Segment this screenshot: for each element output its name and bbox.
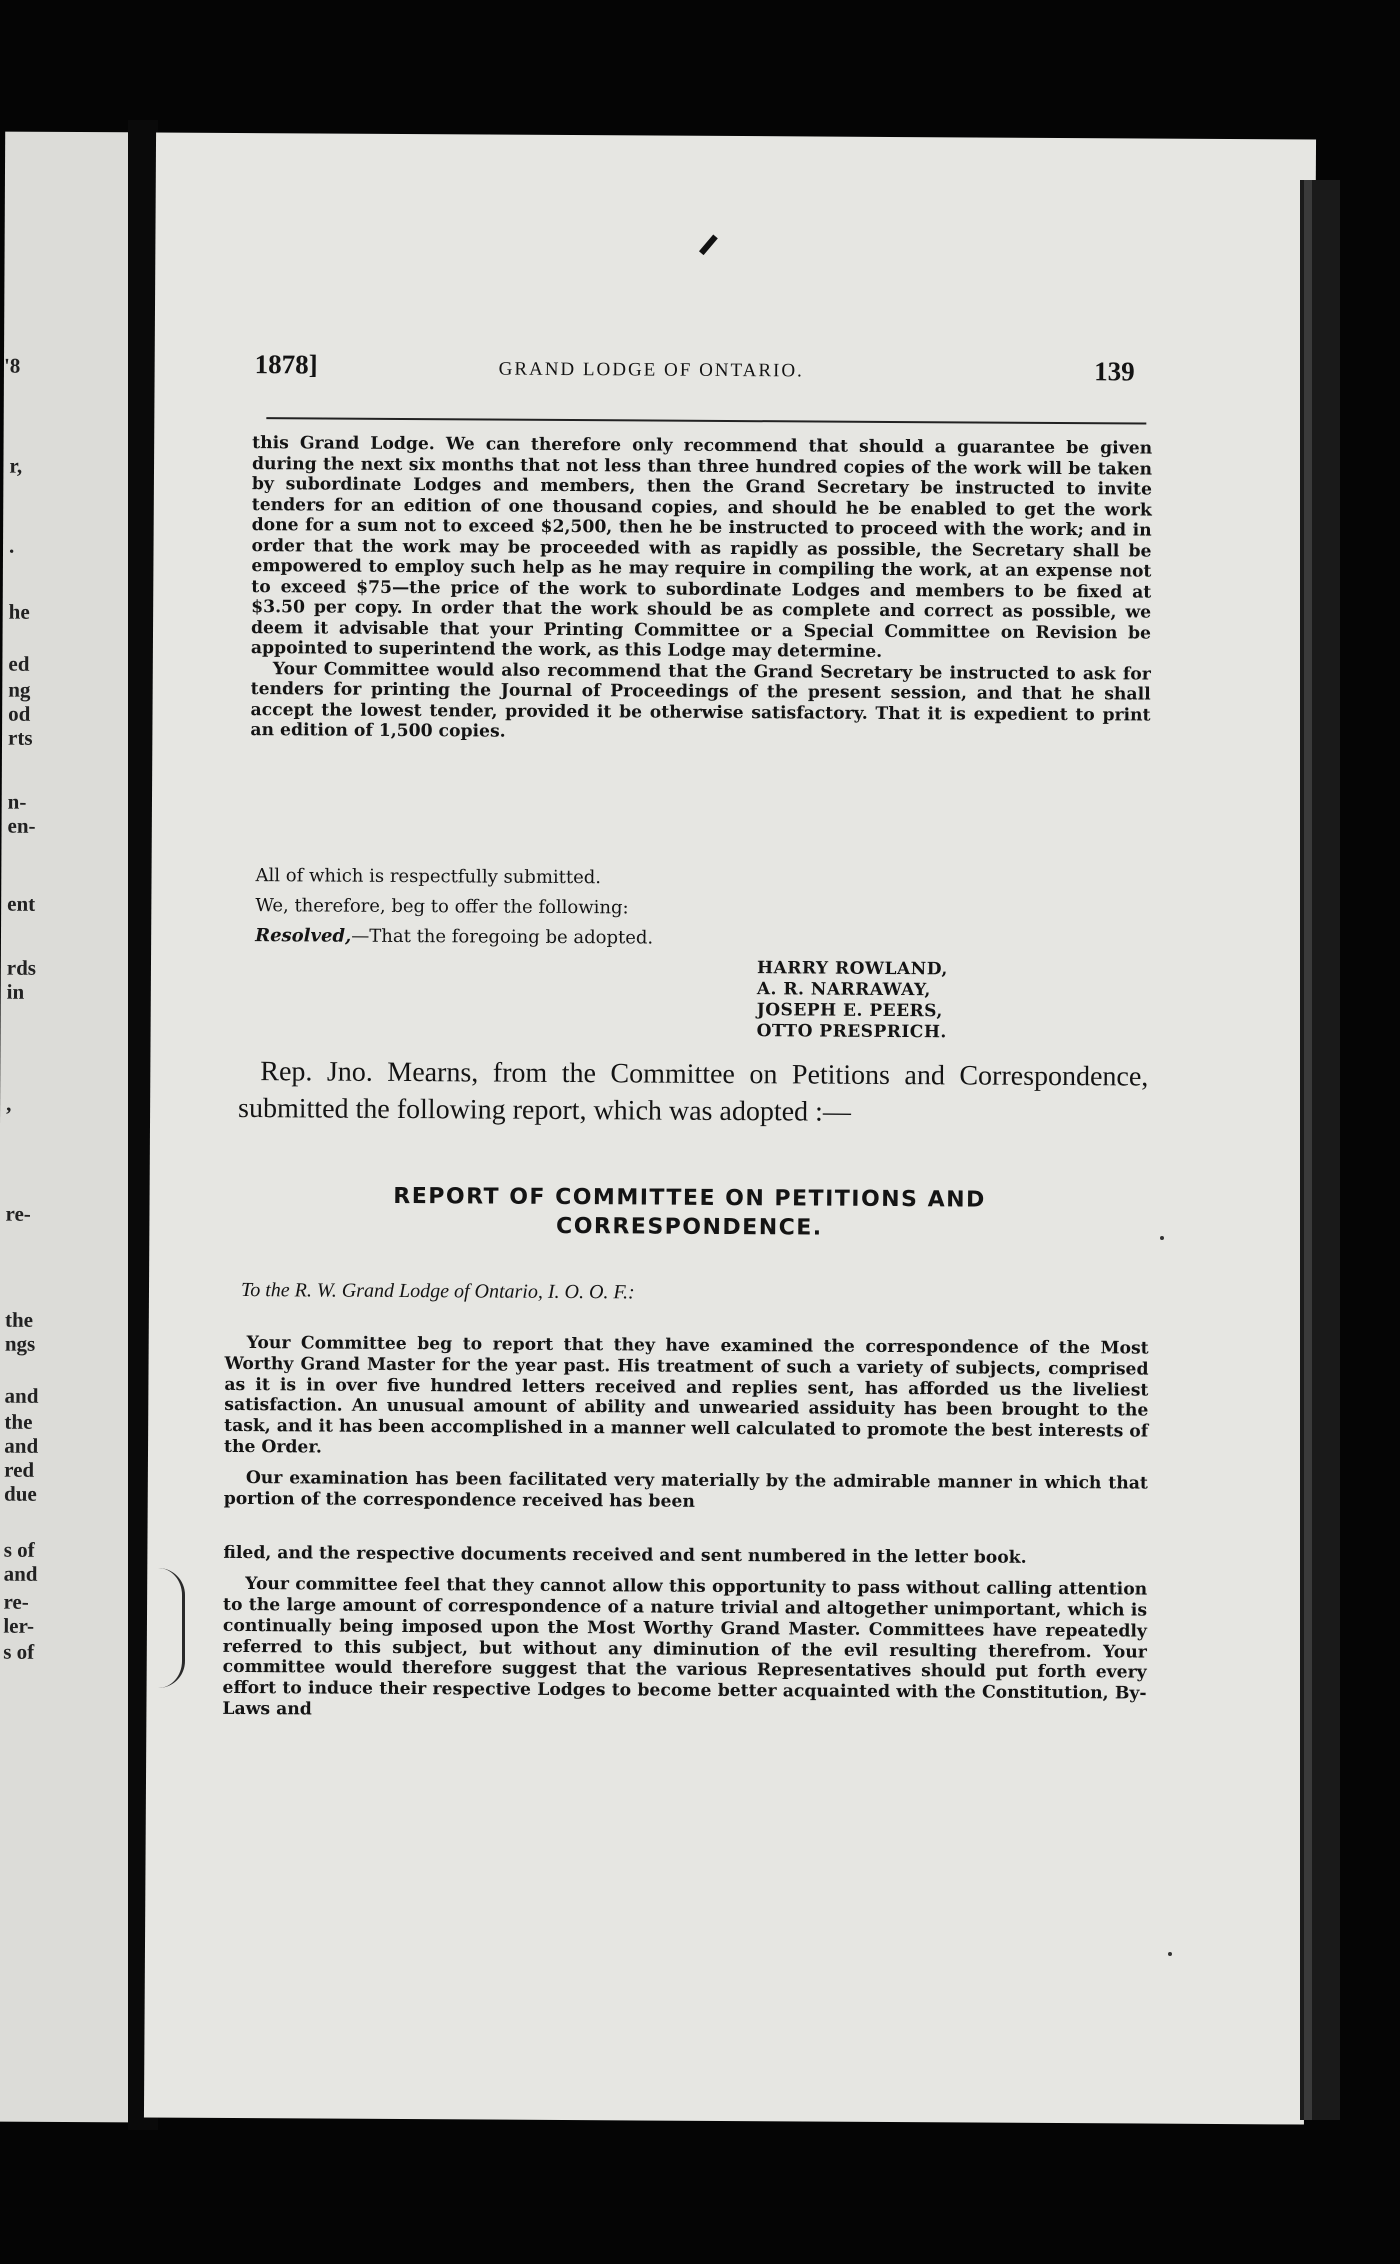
petitions-report-text: [222, 1333, 1148, 1735]
paragraph: Your committee feel that they cannot allow this opportunity to pass without calling attention to the large amount of correspondence of a nature trivial and altogether unimportant, which is continually being imposed upon the Most Worthy Grand Master. Committees have repeatedly referred to this subject, but without any diminution of the evil resulting therefrom. Your committee would therefore suggest that the various Representatives should put forth every effort to induce their respective Lodges to become better acquainted with the Constitution, By-Laws and: [222, 1574, 1148, 1720]
paragraph: Our examination has been facilitated very materially by the admirable manner in which that portion of the correspondence received has been: [223, 1467, 1148, 1512]
signatories: [757, 958, 948, 1043]
page-stack-edge: [1300, 180, 1340, 2120]
page-fragment: and: [4, 1433, 39, 1458]
speck: [1160, 1236, 1164, 1240]
margin-bracket-mark: [158, 1568, 185, 1688]
page-fragment: en-: [7, 813, 36, 838]
page-fragment: in: [6, 979, 25, 1004]
page-fragment: ler-: [3, 1613, 35, 1638]
page-fragment: '8: [3, 353, 21, 378]
page-fragment: .: [8, 533, 15, 558]
page-number: 139: [1094, 356, 1135, 387]
printing-report-text: [250, 433, 1152, 746]
paragraph: Your Committee beg to report that they have examined the correspondence of the Most Worthy Grand Master for the year past. His treatment of such a variety of subjects, comprised as it is in over five hundred letters received and replies sent, has afforded us the liveliest satisfaction. An unusual amount of ability and unwearied assiduity has been brought to the task, and it has been accomplished in a manner well calculated to promote the best interests of the Order.: [223, 1333, 1149, 1458]
page-fragment: ,: [6, 1091, 12, 1116]
page-fragment: due: [4, 1481, 37, 1506]
page-fragment: ngs: [4, 1331, 36, 1356]
page-fragment: s of: [3, 1537, 35, 1562]
header-title: GRAND LODGE OF ONTARIO.: [498, 358, 804, 382]
resolved-label: Resolved,: [255, 925, 352, 947]
page-fragment: red: [4, 1457, 35, 1482]
report-title-line: CORRESPONDENCE.: [556, 1213, 823, 1241]
page-fragment: and: [4, 1383, 39, 1408]
signatory: A. R. NARRAWAY,: [756, 979, 931, 1001]
page-fragment: rts: [7, 725, 33, 750]
page-fragment: s of: [3, 1639, 35, 1664]
header-rule: [266, 417, 1146, 424]
page-fragment: od: [8, 701, 31, 726]
page-fragment: rds: [6, 955, 37, 980]
salutation: To the R. W. Grand Lodge of Ontario, I. O. O. F.:: [240, 1279, 635, 1304]
page-fragment: n-: [7, 789, 27, 814]
paragraph: this Grand Lodge. We can therefore only recommend that should a guarantee be given during the next six months that not less than three hundred copies of the work will be taken by subordinate Lodges and members, then the Grand Secretary be instructed to invite tenders for an edition of one thousand copies, and should he be enabled to get the work done for a sum not to exceed $2,500, then he be instructed to proceed with the work; and in order that the work may be proceeded with as rapidly as possible, the Secretary shall be empowered to employ such help as he may require in compiling the work, at an expense not to exceed $75—the price of the work to subordinate Lodges and members to be fixed at $3.50 per copy. In order that the work should be as complete and correct as possible, we deem it advisable that your Printing Committee or a Special Committee on Revision be appointed to superintend the work, as this Lodge may determine.: [250, 433, 1153, 662]
resolution: [255, 921, 653, 953]
page-fragment: ent: [7, 891, 36, 916]
page-fragment: the: [4, 1307, 34, 1332]
page-fragment: r,: [9, 453, 23, 478]
header-year: 1878]: [254, 349, 318, 380]
paragraph: Your Committee would also recommend that the Grand Secretary be instructed to ask for tenders for printing the Journal of Proceedings of the present session, and that he shall accept the lowest tender, provided it be otherwise satisfactory. That it is expedient to print an edition of 1,500 copies.: [250, 658, 1151, 742]
page-fragment: re-: [3, 1589, 29, 1614]
pencil-mark: [699, 235, 718, 256]
running-header: [255, 349, 1135, 394]
resolved-text: —That the foregoing be adopted.: [351, 925, 654, 949]
paragraph: filed, and the respective documents received and sent numbered in the letter book.: [223, 1543, 1027, 1569]
book-page: [144, 132, 1316, 2124]
submitted-line: All of which is respectfully submitted.: [255, 865, 602, 889]
minutes-paragraph: Rep. Jno. Mearns, from the Committee on Petitions and Correspondence, submitted the following report, which was adopted :—: [238, 1056, 1149, 1128]
report-title: [269, 1181, 1109, 1244]
signatory: OTTO PRESPRICH.: [756, 1021, 947, 1043]
page-fragment: ed: [8, 651, 30, 676]
page-fragment: he: [8, 599, 30, 624]
facing-page: [0, 132, 140, 2123]
report-closing: [255, 861, 654, 953]
page-fragment: and: [3, 1561, 38, 1586]
speck: [1168, 1952, 1172, 1956]
report-title-line: REPORT OF COMMITTEE ON PETITIONS AND: [393, 1183, 986, 1213]
page-fragment: the: [4, 1409, 33, 1434]
offer-line: We, therefore, beg to offer the following:: [255, 895, 629, 919]
signatory: JOSEPH E. PEERS,: [756, 1000, 943, 1022]
page-fragment: ng: [8, 677, 31, 702]
signatory: HARRY ROWLAND,: [756, 958, 948, 980]
page-fragment: re-: [5, 1201, 31, 1226]
